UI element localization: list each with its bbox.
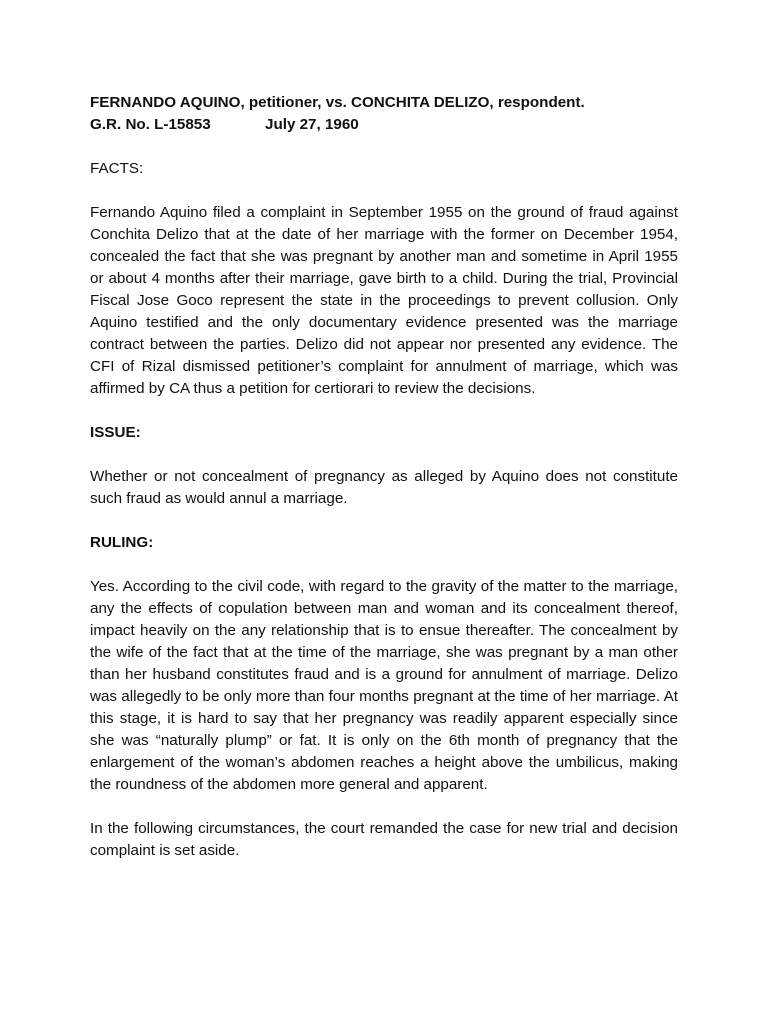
case-date: July 27, 1960 bbox=[265, 116, 359, 133]
case-reference bbox=[90, 114, 678, 136]
ruling-heading: RULING: bbox=[90, 534, 154, 551]
ruling-paragraph: Yes. According to the civil code, with regard to the gravity of the matter to the marriage, any the effects of copulation between man and woman and its concealment thereof, impact heavily on the any relationship that is to ensue thereafter. The concealment by the wife of the fact that at the time of the marriage, she was pregnant by a man other than her husband constitutes fraud and is a ground for annulment of marriage. Delizo was allegedly to be only more than four months pregnant at the time of her marriage. At this stage, it is hard to say that her pregnancy was readily apparent especially since she was “naturally plump” or fat. It is only on the 6th month of pregnancy that the enlargement of the woman’s abdomen reaches a height above the umbilicus, making the roundness of the abdomen more general and apparent. bbox=[90, 578, 678, 793]
case-title: FERNANDO AQUINO, petitioner, vs. CONCHITA DELIZO, respondent. bbox=[90, 94, 585, 111]
document-page bbox=[90, 92, 678, 862]
facts-heading: FACTS: bbox=[90, 160, 144, 177]
conclusion-paragraph: In the following circumstances, the court remanded the case for new trial and decision complaint is set aside. bbox=[90, 820, 678, 859]
issue-paragraph: Whether or not concealment of pregnancy as alleged by Aquino does not constitute such fraud as would annul a marriage. bbox=[90, 468, 678, 507]
facts-paragraph: Fernando Aquino filed a complaint in September 1955 on the ground of fraud against Conchita Delizo that at the date of her marriage with the former on December 1954, concealed the fact that she was pregnant by another man and sometime in April 1955 or about 4 months after their marriage, gave birth to a child. During the trial, Provincial Fiscal Jose Goco represent the state in the proceedings to prevent collusion. Only Aquino testified and the only documentary evidence presented was the marriage contract between the parties. Delizo did not appear nor presented any evidence. The CFI of Rizal dismissed petitioner’s complaint for annulment of marriage, which was affirmed by CA thus a petition for certiorari to review the decisions. bbox=[90, 204, 678, 397]
issue-heading: ISSUE: bbox=[90, 424, 141, 441]
gr-number: G.R. No. L-15853 bbox=[90, 116, 211, 133]
